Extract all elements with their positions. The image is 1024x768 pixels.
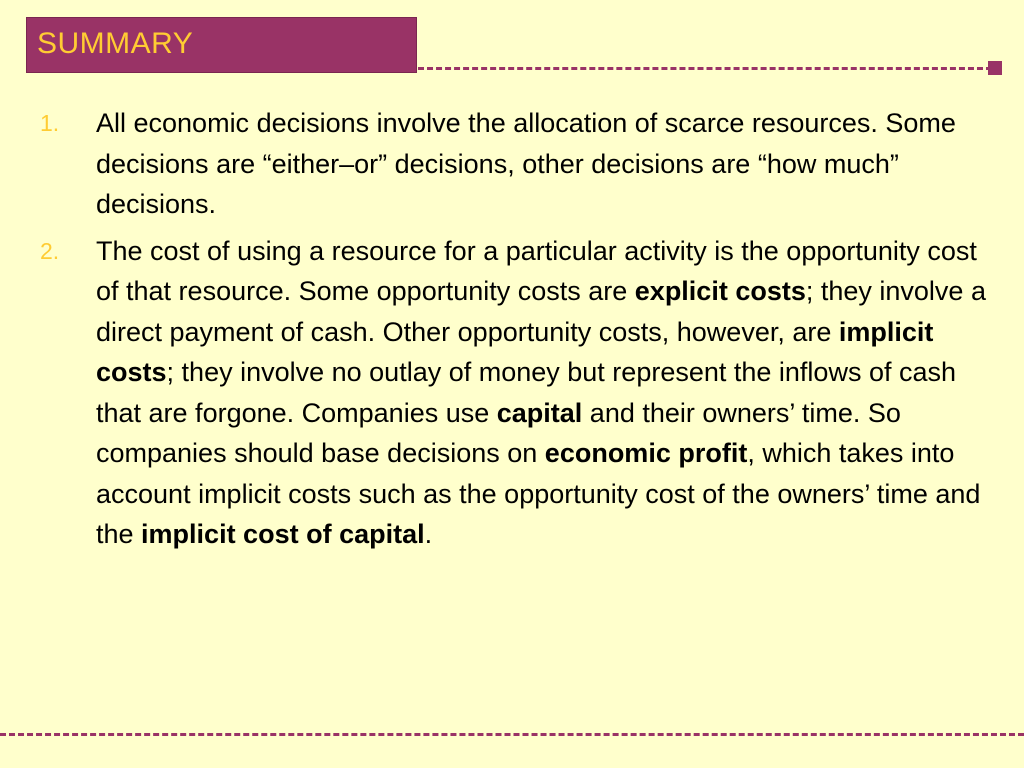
bottom-dashed-divider — [0, 733, 1024, 736]
key-term: capital — [496, 397, 583, 428]
key-term: implicit costs — [96, 316, 934, 387]
item-text — [96, 108, 956, 219]
summary-list — [40, 103, 990, 561]
text-segment: and their owners’ time. So companies should base decisions on — [96, 397, 901, 468]
text-segment: ; they involve a direct payment of cash. Other opportunity costs, however, are — [96, 276, 986, 347]
text-segment: ; they involve no outlay of money but represent the inflows of cash that are forgone. Companies use — [96, 357, 956, 428]
summary-item-1 — [40, 103, 990, 225]
item-number: 1. — [40, 110, 60, 136]
text-segment: The cost of using a resource for a particular activity is the opportunity cost of that resource. Some opportunity costs are — [96, 235, 977, 306]
key-term: explicit costs — [634, 276, 806, 306]
top-dashed-divider — [418, 67, 992, 70]
key-term: economic profit — [544, 438, 748, 468]
slide-title: SUMMARY — [37, 27, 194, 60]
corner-square-marker — [988, 61, 1002, 75]
text-segment: . — [424, 519, 433, 549]
summary-item-2 — [40, 231, 990, 555]
text-segment: All economic decisions involve the allocation of scarce resources. Some decisions are “either–or” decisions, other decisions are “how much” decisions. — [96, 108, 956, 219]
title-bar — [26, 17, 417, 73]
text-segment: , which takes into account implicit costs such as the opportunity cost of the owners’ time and the — [96, 438, 981, 549]
item-text — [96, 236, 986, 550]
key-term: implicit cost of capital — [141, 519, 425, 549]
item-number: 2. — [40, 237, 60, 264]
